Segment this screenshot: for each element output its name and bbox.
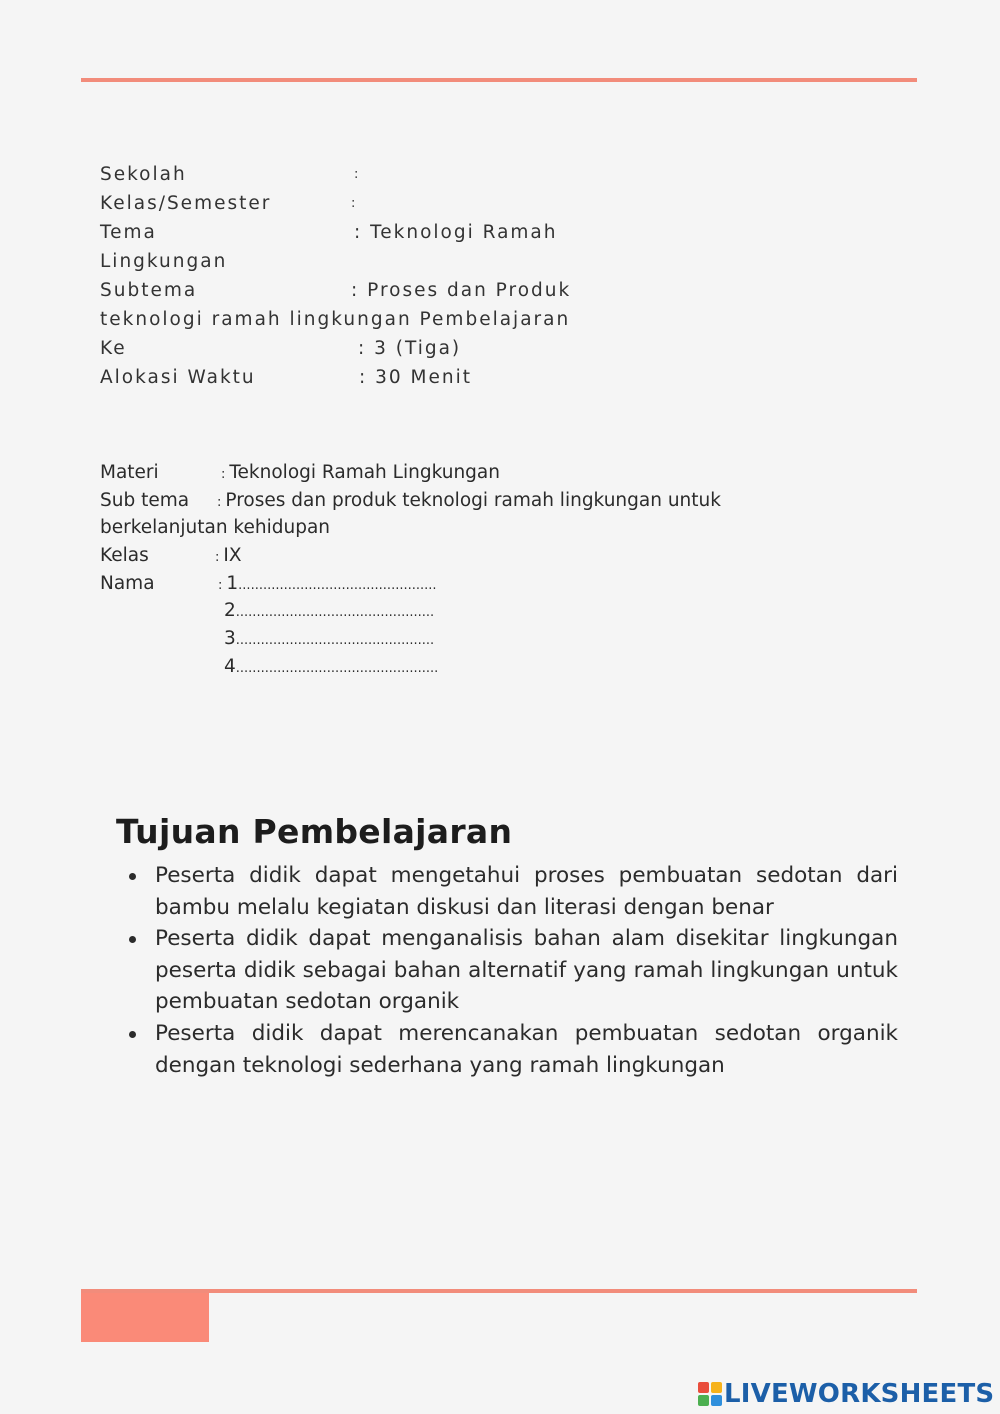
info-label: Alokasi Waktu bbox=[100, 367, 256, 388]
top-divider bbox=[81, 78, 917, 82]
nama-number-2: 2 bbox=[224, 600, 236, 622]
fill-in-blank-2[interactable]: ................................................ bbox=[235, 605, 435, 621]
info-label: Ke bbox=[100, 338, 127, 359]
nama-label: Nama bbox=[100, 572, 155, 594]
logo-icon bbox=[698, 1382, 722, 1406]
materi-value: Teknologi Ramah Lingkungan bbox=[229, 462, 500, 483]
list-item bbox=[155, 1018, 898, 1081]
fill-in-blank-3[interactable]: ................................................ bbox=[235, 633, 435, 649]
objective-text: Peserta didik dapat merencanakan pembuatan sedotan organik dengan teknologi sederhana yang ramah lingkungan bbox=[155, 1020, 898, 1078]
nama-number-4: 4 bbox=[224, 655, 236, 677]
bullet-icon bbox=[129, 1031, 136, 1038]
colon: : bbox=[215, 550, 220, 566]
footer-accent-block bbox=[81, 1293, 209, 1342]
logo-text: LIVEWORKSHEETS bbox=[724, 1379, 995, 1409]
info-value: : 3 (Tiga) bbox=[358, 338, 462, 359]
kelas-value: IX bbox=[223, 545, 242, 567]
objective-text: Peserta didik dapat menganalisis bahan alam disekitar lingkungan peserta didik sebagai bahan alternatif yang ramah lingkungan untuk pembuatan sedotan organik bbox=[155, 926, 898, 1015]
info-value: : Teknologi Ramah bbox=[354, 222, 558, 243]
colon: : bbox=[221, 467, 226, 482]
subtema-value-cont: berkelanjutan kehidupan bbox=[100, 517, 331, 539]
bullet-icon bbox=[129, 936, 136, 943]
info-label: teknologi ramah lingkungan Pembelajaran bbox=[100, 309, 571, 330]
kelas-label: Kelas bbox=[100, 545, 149, 567]
info-label: Lingkungan bbox=[100, 251, 228, 272]
objectives-list bbox=[155, 860, 898, 1081]
materi-label: Materi bbox=[100, 462, 159, 483]
info-value: : 30 Menit bbox=[359, 367, 472, 388]
list-item bbox=[155, 860, 898, 923]
info-label: Subtema bbox=[100, 280, 198, 301]
subtema-label: Sub tema bbox=[100, 489, 190, 511]
liveworksheets-logo bbox=[698, 1380, 994, 1408]
colon: : bbox=[217, 494, 222, 510]
info-label: Sekolah bbox=[100, 164, 187, 185]
fill-in-blank-1[interactable]: ................................................ bbox=[238, 577, 437, 593]
subtema-value: Proses dan produk teknologi ramah lingkungan untuk bbox=[225, 489, 721, 511]
info-value: : bbox=[351, 196, 358, 211]
nama-number-1: 1 bbox=[226, 572, 239, 594]
info-label: Tema bbox=[100, 222, 157, 243]
nama-number-3: 3 bbox=[224, 628, 236, 650]
colon: : bbox=[218, 577, 223, 593]
info-value: : Proses dan Produk bbox=[351, 280, 572, 301]
fill-in-blank-4[interactable]: ................................................. bbox=[235, 660, 439, 676]
info-value: : bbox=[354, 167, 361, 182]
section-title: Tujuan Pembelajaran bbox=[116, 812, 513, 851]
list-item bbox=[155, 923, 898, 1018]
objective-text: Peserta didik dapat mengetahui proses pembuatan sedotan dari bambu melalu kegiatan diskusi dan literasi dengan benar bbox=[155, 863, 898, 920]
info-label: Kelas/Semester bbox=[100, 193, 272, 214]
bullet-icon bbox=[129, 873, 136, 880]
